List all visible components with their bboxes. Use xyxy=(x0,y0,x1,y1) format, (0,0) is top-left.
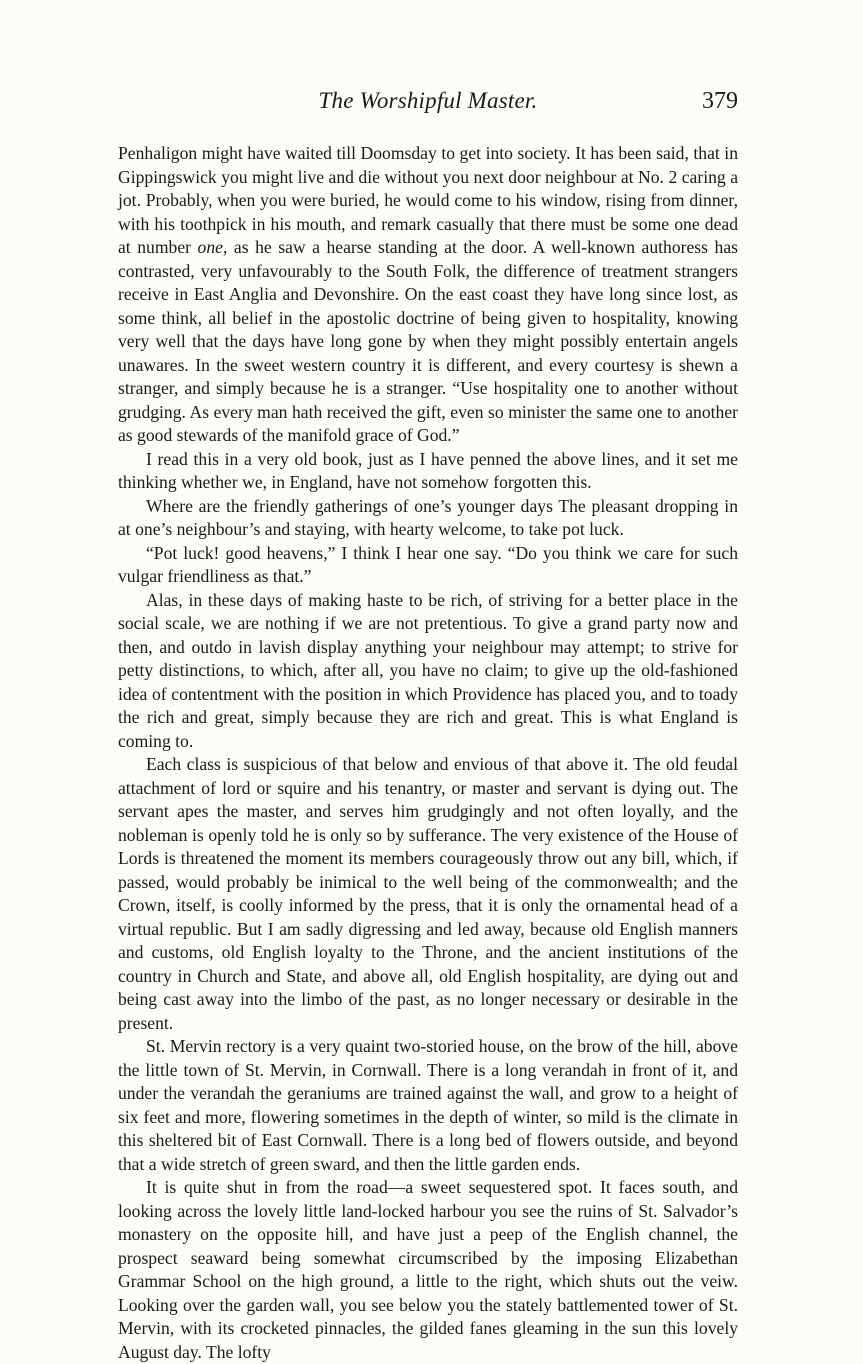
text-run: Alas, in these days of making haste to be rich, of striving for a better place in the social scale, we are nothing if we are not pretentious. To give a grand party now and then, and outdo in lavish display anything your neighbour may attempt; to strive for petty distinctions, to which, after all, you have no claim; to give up the old-fashioned idea of contentment with the position in which Providence has placed you, and to toady the rich and great, simply because they are rich and great. This is what England is coming to. xyxy=(118,589,738,751)
paragraph xyxy=(118,589,738,754)
text-run: Where are the friendly gatherings of one’s younger days The pleasant dropping in at one’s neighbour’s and staying, with hearty welcome, to take pot luck. xyxy=(118,495,738,539)
paragraph xyxy=(118,1035,738,1176)
paragraph xyxy=(118,542,738,589)
running-title: The Worshipful Master. xyxy=(318,88,538,113)
text-run: , as he saw a hearse standing at the door. A well-known authoress has contrasted, very unfavourably to the South Folk, the difference of treatment strangers receive in East Anglia and Devonshire. On the east coast they have long since lost, as some think, all belief in the apostolic doctrine of being given to hospitality, knowing very well that the days have long gone by when they might possibly entertain angels unawares. In the sweet western country it is different, and every courtesy is shewn a stranger, and simply because he is a stranger. “Use hospitality one to another without grudging. As every man hath received the gift, even so minister the same one to another as good stewards of the manifold grace of God.” xyxy=(118,237,738,445)
text-run: Each class is suspicious of that below and envious of that above it. The old feudal attachment of lord or squire and his tenantry, or master and servant is dying out. The servant apes the master, and serves him grudgingly and not often loyally, and the nobleman is openly told he is only so by sufferance. The very existence of the House of Lords is threatened the moment its members courageously throw out any bill, which, if passed, would probably be inimical to the well being of the commonwealth; and the Crown, itself, is coolly informed by the press, that it is only the ornamental head of a virtual republic. But I am sadly digressing and led away, because old English manners and customs, old English loyalty to the Throne, and the ancient institutions of the country in Church and State, and above all, old English hospitality, are dying out and being cast away into the limbo of the past, as no longer necessary or desirable in the present. xyxy=(118,754,738,1033)
italic-text: one xyxy=(197,237,223,257)
text-run: St. Mervin rectory is a very quaint two-storied house, on the brow of the hill, above the little town of St. Mervin, in Cornwall. There is a long verandah in front of it, and under the verandah the geraniums are trained against the wall, and grow to a height of six feet and more, flowering sometimes in the depth of winter, so mild is the climate in this sheltered bit of East Cornwall. There is a long bed of flowers outside, and beyond that a wide stretch of green sward, and then the little garden ends. xyxy=(118,1036,738,1174)
body-text xyxy=(118,142,738,1364)
paragraph xyxy=(118,142,738,448)
text-run: “Pot luck! good heavens,” I think I hear one say. “Do you think we care for such vulgar friendliness as that.” xyxy=(118,542,738,586)
text-run: It is quite shut in from the road—a sweet sequestered spot. It faces south, and looking across the lovely little land-locked harbour you see the ruins of St. Salvador’s monastery on the opposite hill, and have just a peep of the English channel, the prospect seaward being somewhat circumscribed by the imposing Elizabethan Grammar School on the high ground, a little to the right, which shuts out the veiw. Looking over the garden wall, you see below you the stately battlemented tower of St. Mervin, with its crocketed pinnacles, the gilded fanes gleaming in the sun this lovely August day. The lofty xyxy=(118,1177,738,1362)
paragraph xyxy=(118,1176,738,1364)
book-page xyxy=(118,88,738,1362)
paragraph xyxy=(118,448,738,495)
paragraph xyxy=(118,495,738,542)
page-number: 379 xyxy=(702,88,738,114)
running-head xyxy=(118,88,738,136)
text-run: Penhaligon might have waited till Doomsday to get into society. It has been said, that in Gippingswick you might live and die without you next door neighbour at No. 2 caring a jot. Probably, when you were buried, he would come to his window, rising from dinner, with his toothpick in his mouth, and remark casually that there must be some one dead at number xyxy=(118,143,738,257)
text-run: I read this in a very old book, just as I have penned the above lines, and it set me thinking whether we, in England, have not somehow forgotten this. xyxy=(118,448,738,492)
paragraph xyxy=(118,753,738,1035)
